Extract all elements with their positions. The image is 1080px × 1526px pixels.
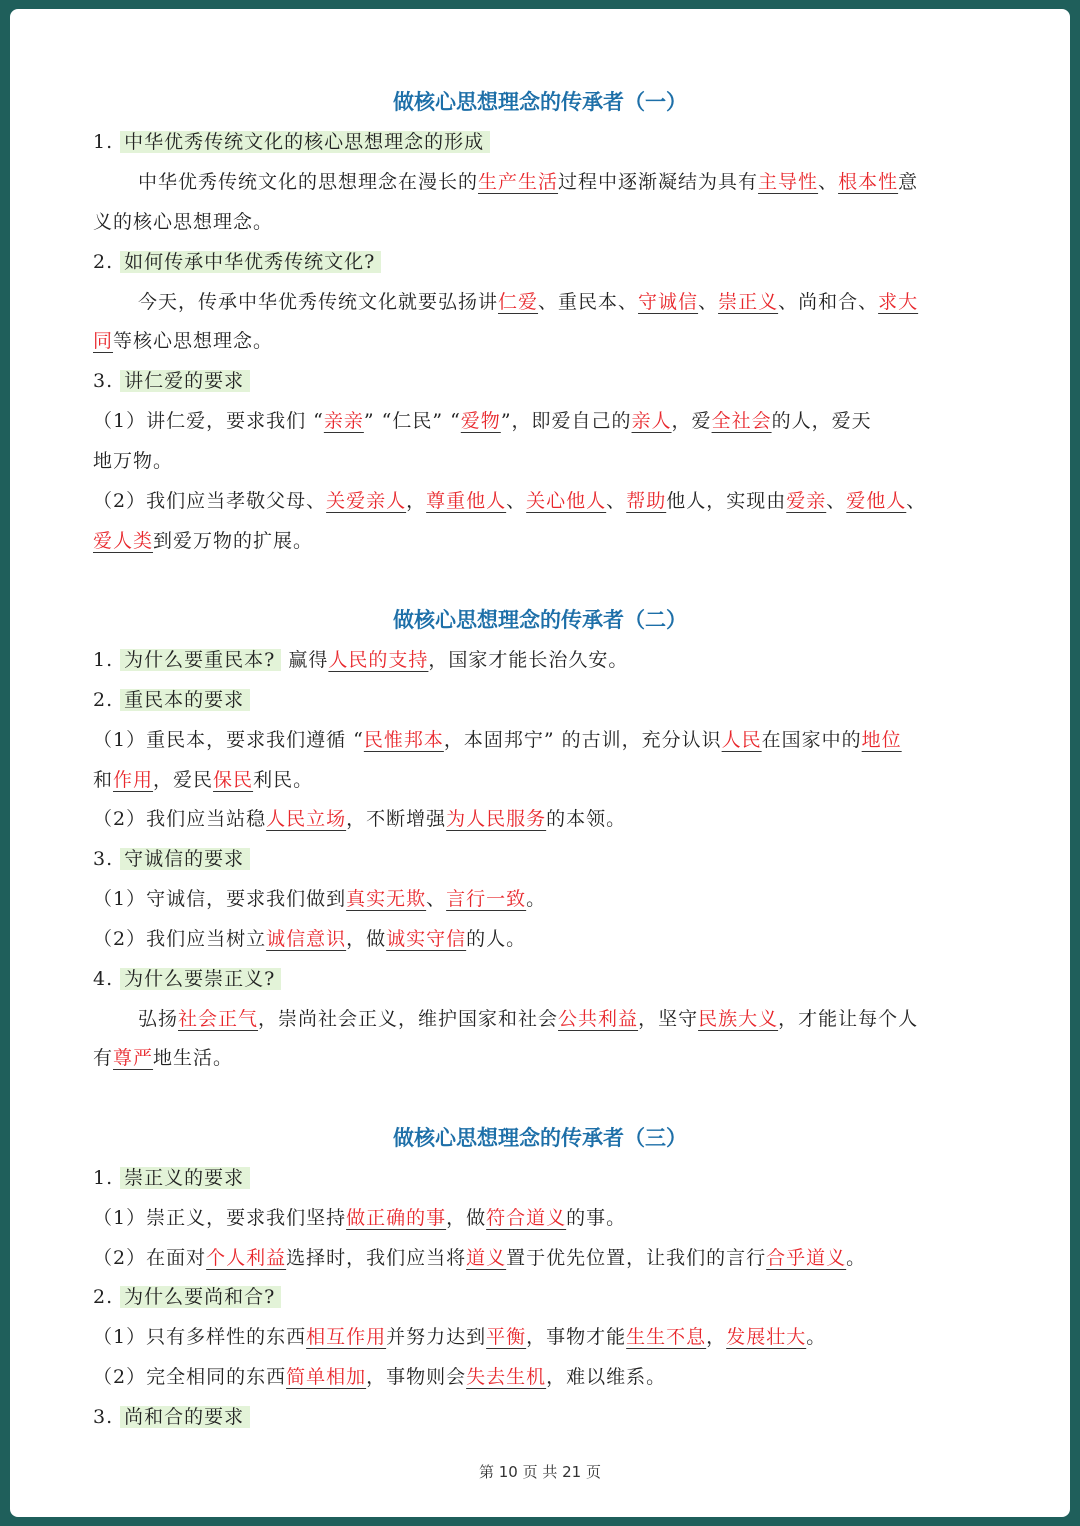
text-segment: 并努力达到 — [386, 1326, 487, 1348]
paragraph-line — [93, 923, 993, 955]
paragraph-line — [138, 286, 1038, 318]
text-segment: 、 — [906, 490, 927, 512]
key-term: 人民 — [721, 729, 762, 751]
text-segment: 选择时，我们应当将 — [286, 1247, 467, 1269]
text-segment: （2）我们应当树立 — [93, 928, 267, 950]
text-segment: 地万物。 — [93, 450, 174, 472]
heading-text: 中华优秀传统文化的核心思想理念的形成 — [120, 131, 490, 153]
text-segment: 赢得 — [281, 649, 329, 671]
key-term: 个人利益 — [206, 1247, 287, 1269]
text-segment: 他人，实现由 — [666, 490, 787, 512]
text-segment: （1）只有多样性的东西 — [93, 1326, 307, 1348]
paragraph-line — [93, 1042, 993, 1074]
key-term: 符合道义 — [486, 1207, 567, 1229]
text-segment: ，不断增强 — [346, 808, 447, 830]
heading-line — [93, 365, 993, 397]
text-segment: 、尚和合、 — [778, 291, 879, 313]
heading-line — [93, 684, 993, 716]
paragraph-line — [93, 206, 993, 238]
key-term: 仁爱 — [498, 291, 539, 313]
heading-line — [93, 843, 993, 875]
text-segment: 意 — [898, 171, 919, 193]
key-term: 帮助 — [626, 490, 667, 512]
key-term: 生生不息 — [626, 1326, 707, 1348]
heading-line — [93, 246, 993, 278]
paragraph-line — [93, 445, 993, 477]
heading-line — [93, 963, 993, 995]
text-segment: ，做 — [446, 1207, 487, 1229]
paragraph-line — [93, 1361, 993, 1393]
text-segment: 地生活。 — [153, 1047, 234, 1069]
text-segment: ，崇尚社会正义，维护国家和社会 — [258, 1008, 559, 1030]
text-segment: 的事。 — [566, 1207, 627, 1229]
key-term: 公共利益 — [558, 1008, 639, 1030]
page-number-footer: 第 10 页 共 21 页 — [478, 1463, 601, 1481]
text-segment: ，事物才能 — [526, 1326, 627, 1348]
key-term: 爱人类 — [93, 530, 154, 552]
heading-line — [93, 1401, 993, 1433]
heading-line — [93, 1162, 993, 1194]
heading-text: 为什么要崇正义? — [120, 968, 281, 990]
text-segment: 利民。 — [253, 769, 314, 791]
document-page — [10, 9, 1070, 1517]
paragraph-line — [93, 724, 993, 756]
key-term: 真实无欺 — [346, 888, 427, 910]
key-term: 民惟邦本 — [363, 729, 444, 751]
key-term: 关心他人 — [526, 490, 607, 512]
key-term: 根本性 — [838, 171, 899, 193]
key-term: 爱物 — [460, 410, 501, 432]
heading-text: 尚和合的要求 — [120, 1406, 250, 1428]
text-segment: 。 — [526, 888, 547, 910]
key-term: 生产生活 — [478, 171, 559, 193]
text-segment: 3. — [93, 848, 121, 870]
text-segment: 2. — [93, 689, 121, 711]
key-term: 爱他人 — [846, 490, 907, 512]
paragraph-line — [93, 883, 993, 915]
key-term: 诚实守信 — [386, 928, 467, 950]
key-term: 同 — [93, 330, 114, 352]
heading-text: 崇正义的要求 — [120, 1167, 250, 1189]
key-term: 发展壮大 — [726, 1326, 807, 1348]
key-term: 全社会 — [711, 410, 772, 432]
text-segment: 、 — [698, 291, 719, 313]
text-segment: （2）我们应当站稳 — [93, 808, 267, 830]
text-segment: ，爱民 — [153, 769, 214, 791]
heading-text: 重民本的要求 — [120, 689, 250, 711]
text-segment: 、 — [426, 888, 447, 910]
key-term: 保民 — [213, 769, 254, 791]
text-segment: （1）崇正义，要求我们坚持 — [93, 1207, 347, 1229]
text-segment: 、重民本、 — [538, 291, 639, 313]
key-term: 亲亲 — [323, 410, 364, 432]
text-segment: 的本领。 — [546, 808, 627, 830]
key-term: 做正确的事 — [346, 1207, 447, 1229]
heading-text: 讲仁爱的要求 — [120, 370, 250, 392]
key-term: 合乎道义 — [766, 1247, 847, 1269]
text-segment: 在国家中的 — [761, 729, 862, 751]
text-segment: 、 — [818, 171, 839, 193]
key-term: 求大 — [878, 291, 919, 313]
paragraph-line — [93, 485, 993, 517]
key-term: 相互作用 — [306, 1326, 387, 1348]
paragraph-line — [93, 764, 993, 796]
text-segment: 4. — [93, 968, 121, 990]
text-segment: 。 — [846, 1247, 867, 1269]
text-segment: 、 — [826, 490, 847, 512]
key-term: 作用 — [113, 769, 154, 791]
key-term: 地位 — [861, 729, 902, 751]
key-term: 失去生机 — [466, 1366, 547, 1388]
paragraph-line — [93, 1202, 993, 1234]
text-segment: ，爱 — [671, 410, 712, 432]
paragraph-line — [93, 803, 993, 835]
text-segment: 和 — [93, 769, 114, 791]
text-segment: 3. — [93, 370, 121, 392]
key-term: 崇正义 — [718, 291, 779, 313]
text-segment: ，坚守 — [638, 1008, 699, 1030]
text-segment: ，难以维系。 — [546, 1366, 667, 1388]
text-segment: 有 — [93, 1047, 114, 1069]
text-segment: 1. — [93, 1167, 121, 1189]
text-segment: （1）讲仁爱，要求我们 “ — [93, 410, 324, 432]
text-segment: ，才能让每个人 — [778, 1008, 919, 1030]
key-term: 尊严 — [113, 1047, 154, 1069]
text-segment: 2. — [93, 1286, 121, 1308]
text-segment: （2）我们应当孝敬父母、 — [93, 490, 327, 512]
heading-text: 守诚信的要求 — [120, 848, 250, 870]
text-segment: 置于优先位置，让我们的言行 — [506, 1247, 767, 1269]
section-title-3: 做核心思想理念的传承者（三） — [393, 1126, 687, 1150]
text-segment: 1. — [93, 649, 121, 671]
section-title-2: 做核心思想理念的传承者（二） — [393, 608, 687, 632]
heading-text: 为什么要尚和合? — [120, 1286, 281, 1308]
text-segment: 的人。 — [466, 928, 527, 950]
text-segment: 1. — [93, 131, 121, 153]
paragraph-line — [138, 1003, 1038, 1035]
text-segment: 3. — [93, 1406, 121, 1428]
text-segment: （1）重民本，要求我们遵循 “ — [93, 729, 364, 751]
key-term: 道义 — [466, 1247, 507, 1269]
key-term: 人民的支持 — [328, 649, 429, 671]
heading-line — [93, 126, 993, 158]
text-segment: 中华优秀传统文化的思想理念在漫长的 — [138, 171, 479, 193]
text-segment: 弘扬 — [138, 1008, 179, 1030]
heading-line — [93, 1281, 993, 1313]
key-term: 爱亲 — [786, 490, 827, 512]
key-term: 主导性 — [758, 171, 819, 193]
key-term: 诚信意识 — [266, 928, 347, 950]
section-title-1: 做核心思想理念的传承者（一） — [393, 90, 687, 114]
paragraph-line — [93, 1321, 993, 1353]
heading-line — [93, 644, 993, 676]
text-segment: （2）在面对 — [93, 1247, 207, 1269]
text-segment: ， — [706, 1326, 727, 1348]
text-segment: 、 — [506, 490, 527, 512]
paragraph-line — [93, 525, 993, 557]
text-segment: 义的核心思想理念。 — [93, 211, 274, 233]
key-term: 社会正气 — [178, 1008, 259, 1030]
text-segment: 的人，爱天 — [771, 410, 872, 432]
paragraph-line — [93, 1242, 993, 1274]
heading-text: 为什么要重民本? — [120, 649, 281, 671]
key-term: 尊重他人 — [426, 490, 507, 512]
key-term: 关爱亲人 — [326, 490, 407, 512]
text-segment: ，本固邦宁” 的古训，充分认识 — [443, 729, 722, 751]
text-segment: ，做 — [346, 928, 387, 950]
key-term: 亲人 — [631, 410, 672, 432]
key-term: 言行一致 — [446, 888, 527, 910]
paragraph-line — [93, 405, 993, 437]
paragraph-line — [138, 166, 1038, 198]
text-segment: 2. — [93, 251, 121, 273]
key-term: 人民立场 — [266, 808, 347, 830]
text-segment: ”，即爱自己的 — [500, 410, 632, 432]
text-segment: 。 — [806, 1326, 827, 1348]
key-term: 守诚信 — [638, 291, 699, 313]
text-segment: ， — [406, 490, 427, 512]
paragraph-line — [93, 325, 993, 357]
heading-text: 如何传承中华优秀传统文化? — [120, 251, 381, 273]
text-segment: （2）完全相同的东西 — [93, 1366, 287, 1388]
text-segment: 、 — [606, 490, 627, 512]
text-segment: 今天，传承中华优秀传统文化就要弘扬讲 — [138, 291, 499, 313]
text-segment: ” “仁民” “ — [363, 410, 461, 432]
text-segment: 等核心思想理念。 — [113, 330, 274, 352]
text-segment: （1）守诚信，要求我们做到 — [93, 888, 347, 910]
text-segment: ，事物则会 — [366, 1366, 467, 1388]
key-term: 民族大义 — [698, 1008, 779, 1030]
key-term: 平衡 — [486, 1326, 527, 1348]
key-term: 简单相加 — [286, 1366, 367, 1388]
key-term: 为人民服务 — [446, 808, 547, 830]
text-segment: ，国家才能长治久安。 — [428, 649, 629, 671]
text-segment: 过程中逐渐凝结为具有 — [558, 171, 759, 193]
text-segment: 到爱万物的扩展。 — [153, 530, 314, 552]
